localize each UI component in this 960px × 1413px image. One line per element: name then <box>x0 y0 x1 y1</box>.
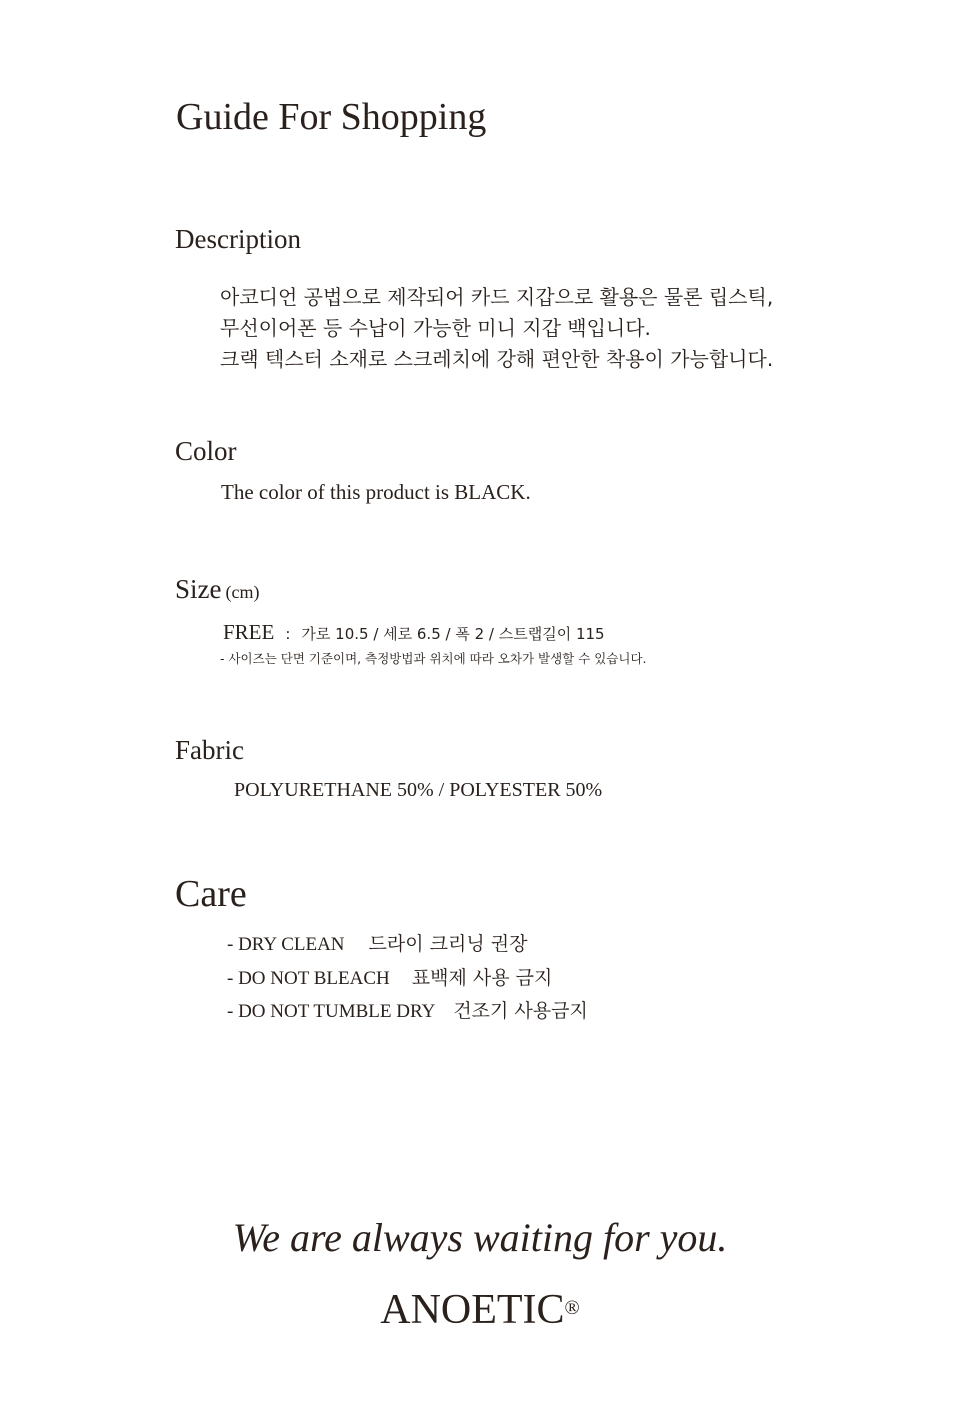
care-item-kr: 드라이 크리닝 권장 <box>368 933 528 955</box>
color-text: The color of this product is BLACK. <box>221 480 531 504</box>
size-unit: (cm) <box>225 582 260 602</box>
description-heading: Description <box>175 224 301 254</box>
size-heading <box>175 572 259 609</box>
fabric-text: POLYURETHANE 50% / POLYESTER 50% <box>234 779 603 801</box>
size-detail: 가로 10.5 / 세로 6.5 / 폭 2 / 스트랩길이 115 <box>301 625 605 643</box>
fabric-heading: Fabric <box>175 735 244 765</box>
page-title: Guide For Shopping <box>176 96 487 138</box>
care-heading: Care <box>175 873 247 915</box>
care-item-kr: 표백제 사용 금지 <box>411 966 553 989</box>
size-heading-label: Size <box>175 574 222 604</box>
care-list <box>227 928 588 1029</box>
color-heading: Color <box>175 436 237 466</box>
size-label: FREE <box>223 620 275 644</box>
care-item-en: - DO NOT TUMBLE DRY <box>227 1001 436 1022</box>
care-item <box>227 962 588 996</box>
care-item-en: - DO NOT BLEACH <box>227 967 390 989</box>
care-item <box>227 995 588 1029</box>
brand-name: ANOETIC <box>380 1287 565 1333</box>
care-item-kr: 건조기 사용금지 <box>453 1000 588 1022</box>
size-separator: : <box>285 625 291 643</box>
size-note: - 사이즈는 단면 기준이며, 측정방법과 위치에 따라 오차가 발생할 수 있습니다. <box>220 651 647 666</box>
description-body <box>220 282 773 375</box>
slogan: We are always waiting for you. <box>232 1215 728 1260</box>
care-item <box>227 928 588 962</box>
description-line: 크랙 텍스터 소재로 스크레치에 강해 편안한 착용이 가능합니다. <box>220 347 774 371</box>
registered-mark: ® <box>564 1297 580 1319</box>
description-line: 아코디언 공법으로 제작되어 카드 지갑으로 활용은 물론 립스틱, <box>220 285 774 309</box>
brand-logo <box>0 1284 960 1336</box>
size-spec <box>223 619 605 647</box>
description-line: 무선이어폰 등 수납이 가능한 미니 지갑 백입니다. <box>220 316 651 340</box>
care-item-en: - DRY CLEAN <box>227 934 345 955</box>
